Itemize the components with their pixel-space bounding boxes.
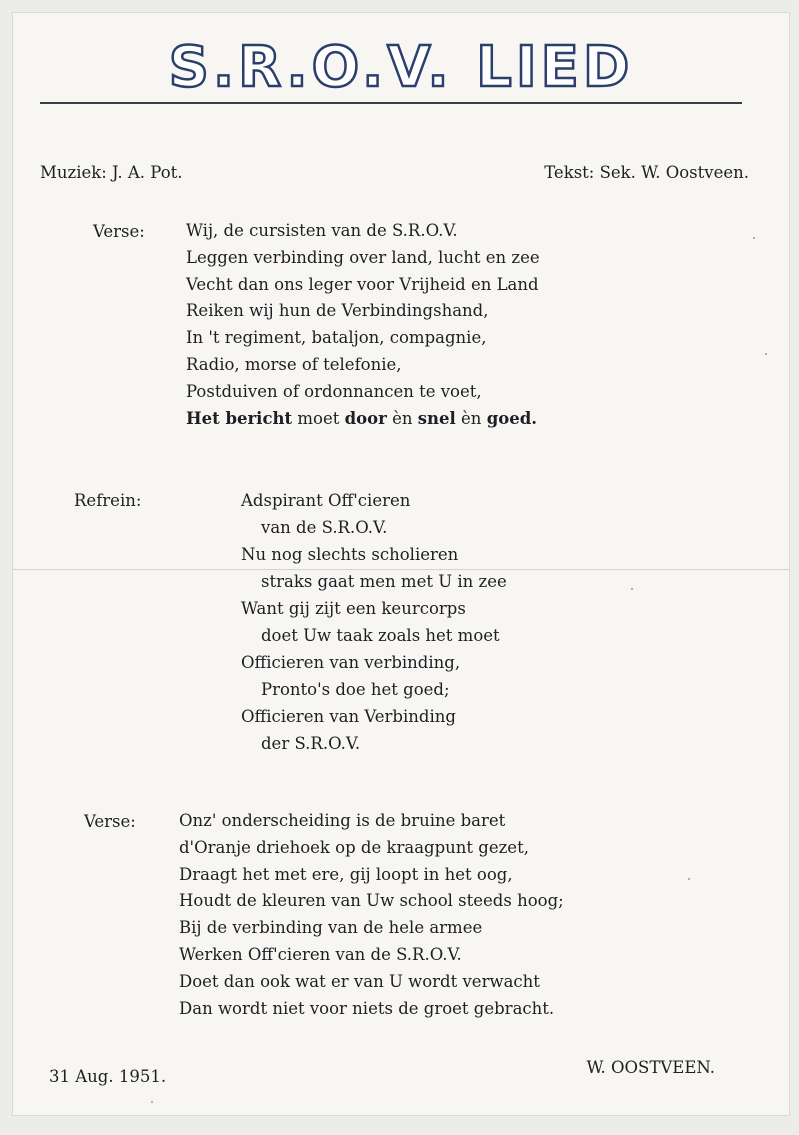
refrain-line: Want gij zijt een keurcorps <box>241 599 466 618</box>
refrain-line: Pronto's doe het goed; <box>261 680 450 699</box>
lyrics-credit: Tekst: Sek. W. Oostveen. <box>544 163 749 182</box>
refrain-line: Officieren van verbinding, <box>241 653 461 672</box>
emphasis-text: goed. <box>486 408 538 428</box>
verse-1-line: Radio, morse of telefonie, <box>186 354 402 374</box>
song-sheet <box>12 12 790 1116</box>
music-credit: Muziek: J. A. Pot. <box>40 163 183 182</box>
verse-2-line: Doet dan ook wat er van U wordt verwacht <box>179 971 540 991</box>
date: 31 Aug. 1951. <box>49 1067 167 1086</box>
verse-2-line: d'Oranje driehoek op de kraagpunt gezet, <box>179 837 529 857</box>
verse-1-line: Postduiven of ordonnancen te voet, <box>186 381 482 401</box>
verse-1-line: Leggen verbinding over land, lucht en zee <box>186 247 540 267</box>
verse-1-line: In 't regiment, bataljon, compagnie, <box>186 328 487 348</box>
verse-1-lines <box>186 218 540 432</box>
refrain-line: straks gaat men met U in zee <box>261 572 507 591</box>
signature: W. OOSTVEEN. <box>586 1058 715 1077</box>
verse-1-label: Verse: <box>93 222 145 241</box>
verse-1-line: Reiken wij hun de Verbindingshand, <box>186 301 489 321</box>
refrain-line: der S.R.O.V. <box>261 734 361 753</box>
verse-1-line: Wij, de cursisten van de S.R.O.V. <box>186 221 458 240</box>
plain-text: èn <box>455 408 487 428</box>
refrain-line: doet Uw taak zoals het moet <box>261 626 500 645</box>
paper-speck <box>688 878 690 880</box>
emphasis-text: Het bericht <box>186 408 293 428</box>
emphasis-text: snel <box>417 408 456 428</box>
verse-2-line: Houdt de kleuren van Uw school steeds hoog; <box>179 891 564 911</box>
paper-speck <box>753 237 755 239</box>
plain-text: moet <box>292 408 345 428</box>
verse-1-last-line <box>186 406 540 433</box>
refrain-lines <box>241 487 507 757</box>
verse-2-line: Bij de verbinding van de hele armee <box>179 918 483 938</box>
verse-2-lines <box>179 808 564 1022</box>
refrain-line: Adspirant Off'cieren <box>241 491 411 510</box>
emphasis-text: door <box>344 408 387 428</box>
page-title: S.R.O.V. LIED <box>168 35 634 100</box>
paper-speck <box>151 1101 153 1103</box>
verse-2-line: Draagt het met ere, gij loopt in het oog, <box>179 864 513 884</box>
refrain-line: van de S.R.O.V. <box>261 518 388 537</box>
verse-1-line: Vecht dan ons leger voor Vrijheid en Land <box>186 274 539 294</box>
refrain-line: Officieren van Verbinding <box>241 707 456 726</box>
refrain-label: Refrein: <box>74 491 142 510</box>
paper-speck <box>765 353 767 355</box>
verse-2-line: Dan wordt niet voor niets de groet gebracht. <box>179 998 555 1018</box>
verse-2-label: Verse: <box>84 812 136 831</box>
paper-speck <box>631 588 633 590</box>
title-divider <box>40 102 742 104</box>
refrain-line: Nu nog slechts scholieren <box>241 545 459 564</box>
plain-text: èn <box>386 408 418 428</box>
verse-2-line: Werken Off'cieren van de S.R.O.V. <box>179 944 462 964</box>
verse-2-line: Onz' onderscheiding is de bruine baret <box>179 811 506 830</box>
